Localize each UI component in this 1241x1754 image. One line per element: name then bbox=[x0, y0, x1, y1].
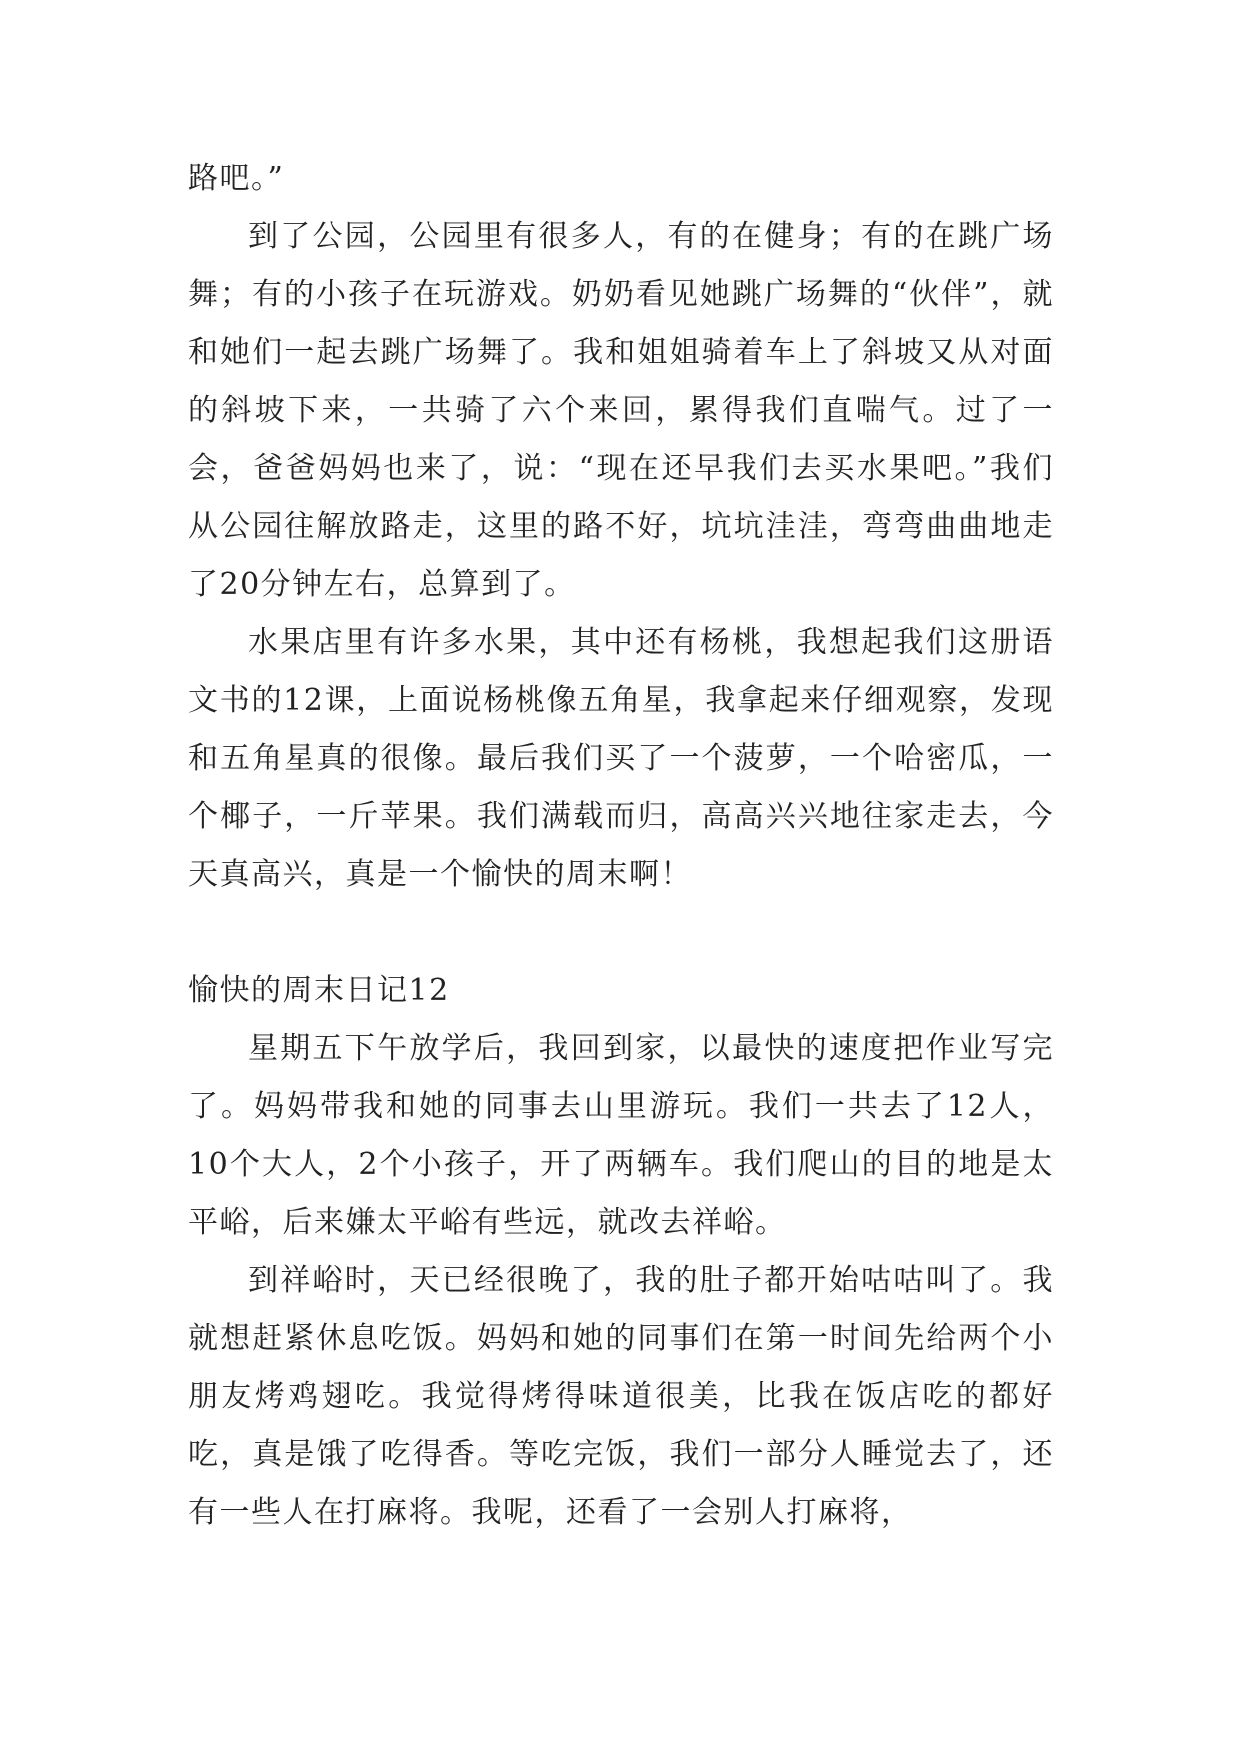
section-heading: 愉快的周末日记12 bbox=[188, 973, 450, 1008]
document-body bbox=[188, 150, 1054, 1542]
paragraph-park: 到了公园，公园里有很多人，有的在健身；有的在跳广场舞；有的小孩子在玩游戏。奶奶看见她跳广场舞的“伙伴”，就和她们一起去跳广场舞了。我和姐姐骑着车上了斜坡又从对面的斜坡下来，一共骑了六个来回，累得我们直喘气。过了一会，爸爸妈妈也来了，说：“现在还早我们去买水果吧。”我们从公园往解放路走，这里的路不好，坑坑洼洼，弯弯曲曲地走了20分钟左右，总算到了。 bbox=[188, 219, 1054, 602]
paragraph-continuation: 路吧。” bbox=[188, 161, 285, 196]
paragraph-friday: 星期五下午放学后，我回到家，以最快的速度把作业写完了。妈妈带我和她的同事去山里游玩。我们一共去了12人，10个大人，2个小孩子，开了两辆车。我们爬山的目的地是太平峪，后来嫌太平峪有些远，就改去祥峪。 bbox=[188, 1031, 1054, 1240]
paragraph-xiangyu: 到祥峪时，天已经很晚了，我的肚子都开始咕咕叫了。我就想赶紧休息吃饭。妈妈和她的同事们在第一时间先给两个小朋友烤鸡翅吃。我觉得烤得味道很美，比我在饭店吃的都好吃，真是饿了吃得香。等吃完饭，我们一部分人睡觉去了，还有一些人在打麻将。我呢，还看了一会别人打麻将， bbox=[188, 1263, 1054, 1530]
paragraph-fruit-shop: 水果店里有许多水果，其中还有杨桃，我想起我们这册语文书的12课，上面说杨桃像五角星，我拿起来仔细观察，发现和五角星真的很像。最后我们买了一个菠萝，一个哈密瓜，一个椰子，一斤苹果。我们满载而归，高高兴兴地往家走去，今天真高兴，真是一个愉快的周末啊！ bbox=[188, 625, 1054, 892]
